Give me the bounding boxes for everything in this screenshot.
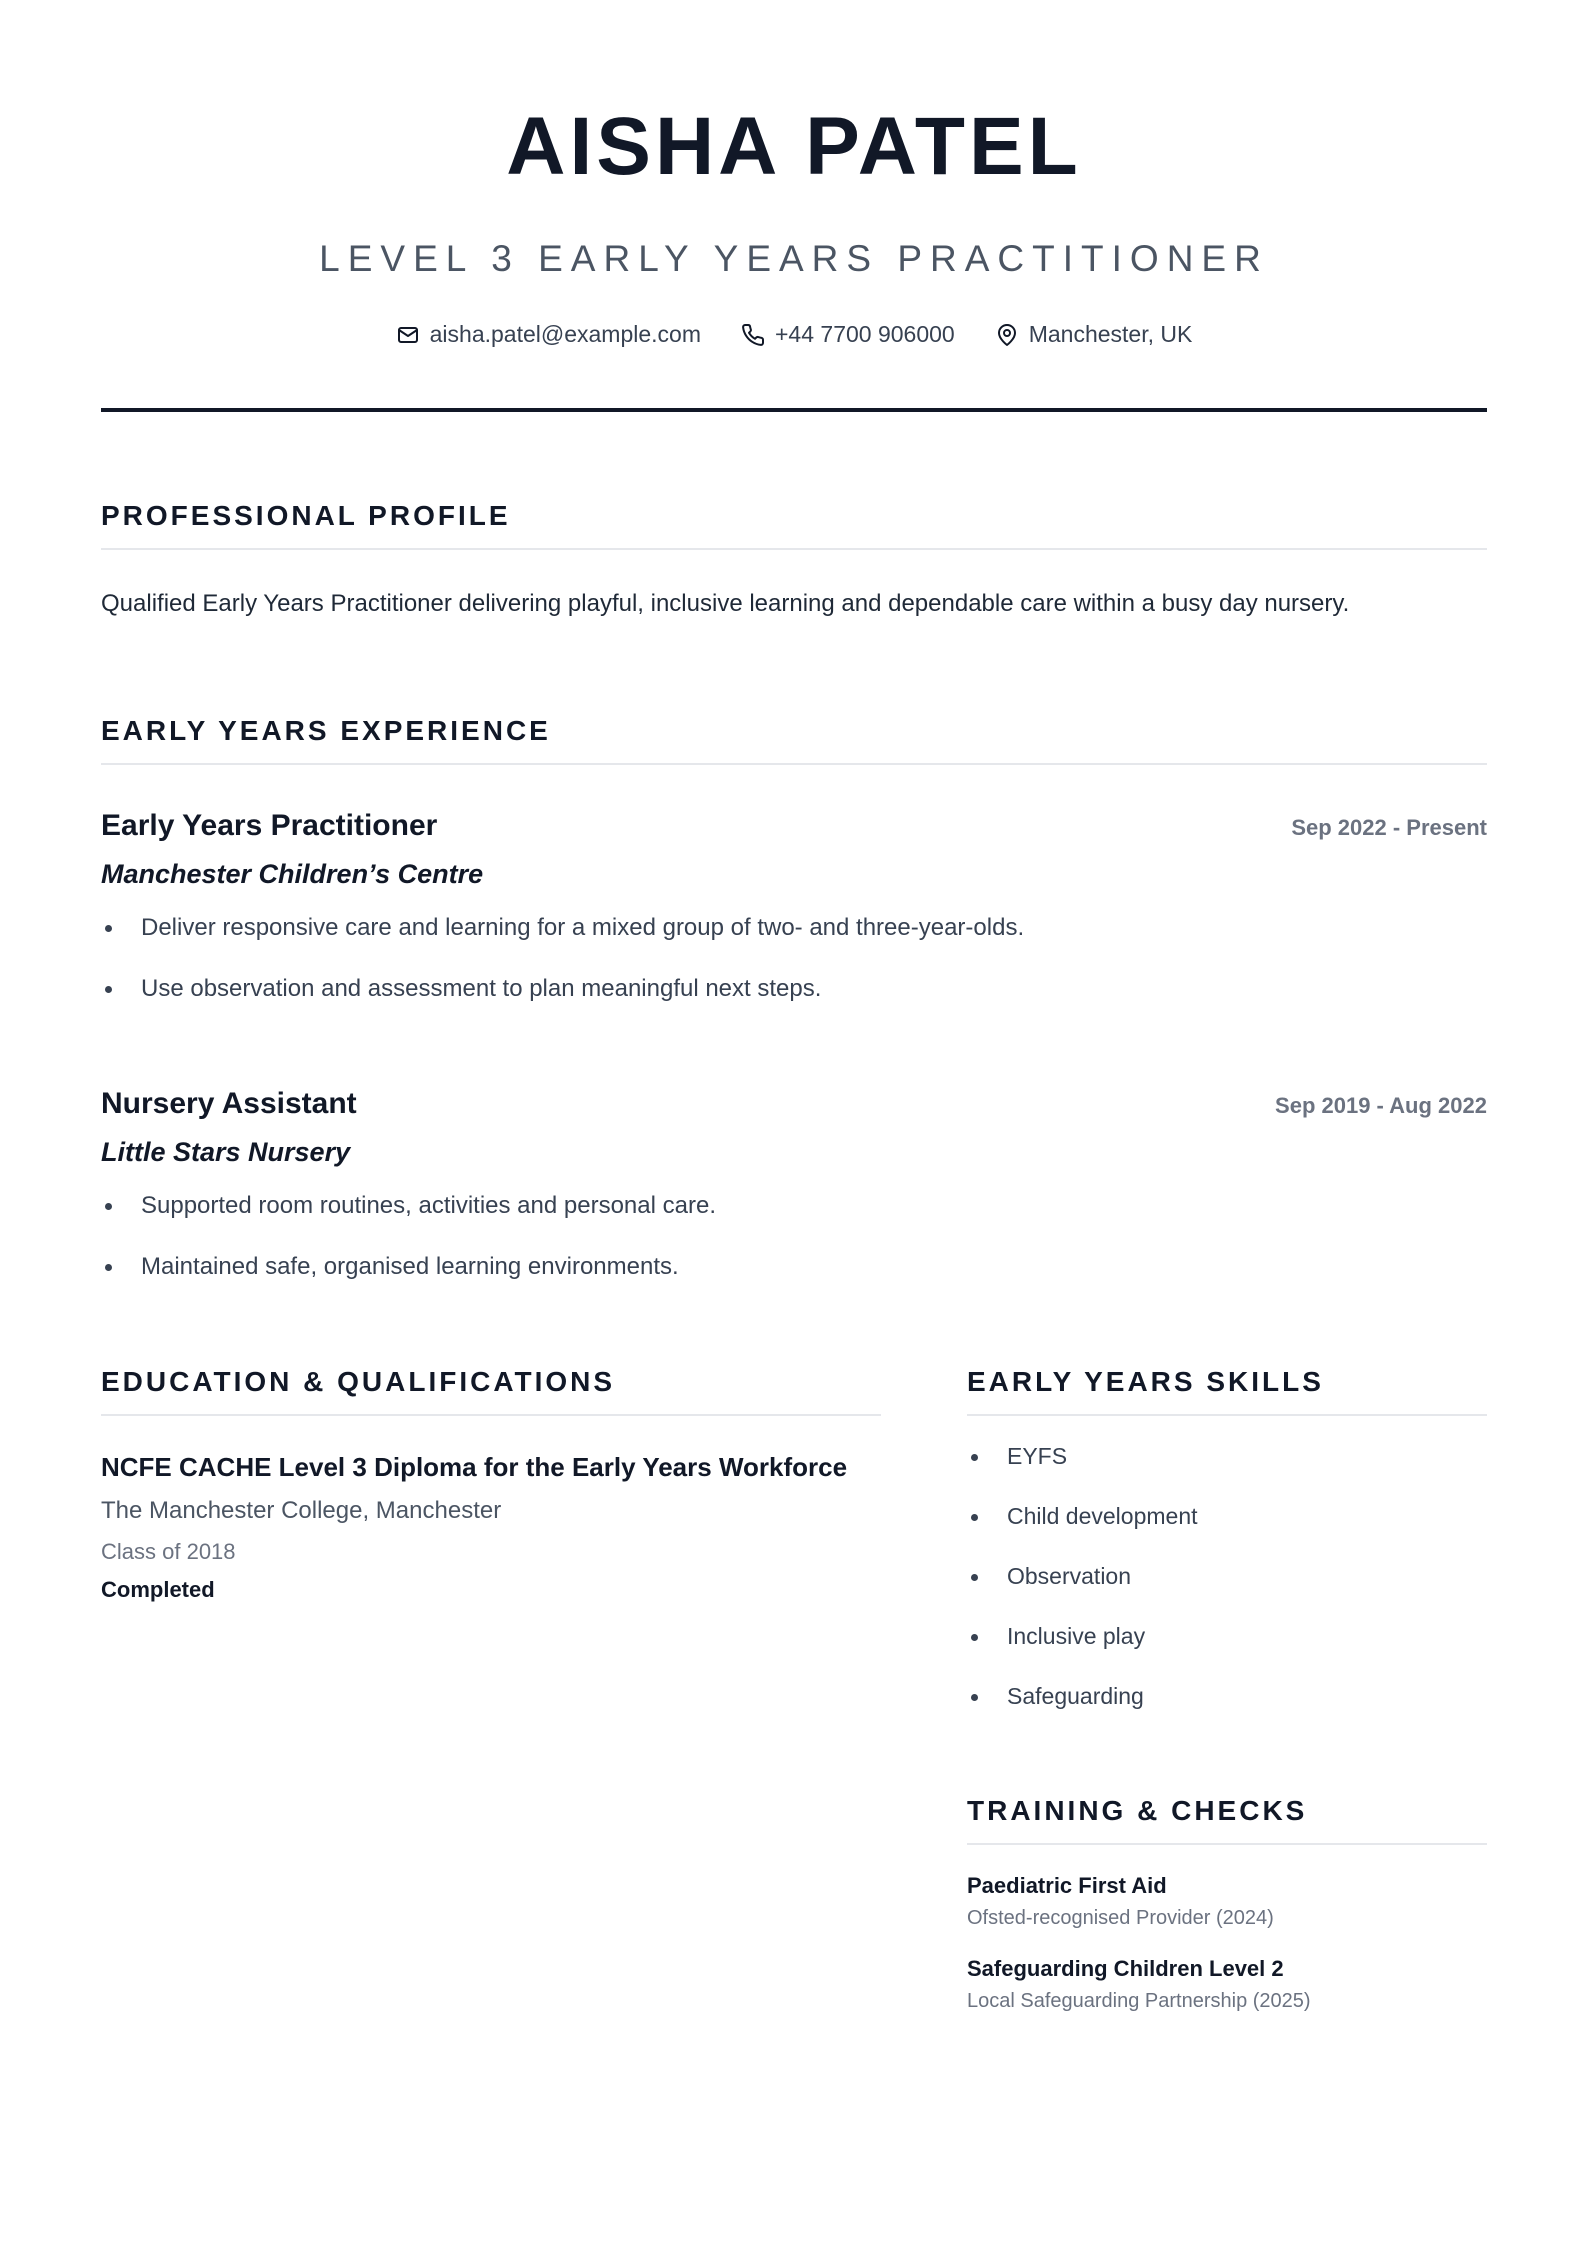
profile-section xyxy=(101,502,1487,619)
training-section xyxy=(967,1797,1487,2013)
candidate-title: LEVEL 3 EARLY YEARS PRACTITIONER xyxy=(319,238,1269,279)
experience-section xyxy=(101,717,1487,1282)
qualification-status: Completed xyxy=(101,1576,215,1602)
job-title: Early Years Practitioner xyxy=(101,809,438,843)
list-item: Supported room routines, activities and personal care. xyxy=(101,1190,1487,1221)
phone-text: +44 7700 906000 xyxy=(775,321,955,347)
training-provider: Local Safeguarding Partnership (2025) xyxy=(967,1990,1311,2013)
qualification-school: The Manchester College, Manchester xyxy=(101,1496,502,1524)
candidate-name: AISHA PATEL xyxy=(506,101,1082,192)
section-heading-education: EDUCATION & QUALIFICATIONS xyxy=(101,1368,881,1416)
section-heading-skills: EARLY YEARS SKILLS xyxy=(967,1368,1487,1416)
contact-location xyxy=(995,321,1193,348)
section-heading-profile: PROFESSIONAL PROFILE xyxy=(101,502,1487,550)
skills-section xyxy=(967,1365,1487,1711)
section-heading-training: TRAINING & CHECKS xyxy=(967,1797,1487,1845)
profile-summary: Qualified Early Years Practitioner delivering playful, inclusive learning and dependable care within a busy day nursery. xyxy=(101,590,1350,617)
resume-header xyxy=(101,0,1487,412)
list-item: Maintained safe, organised learning environments. xyxy=(101,1251,1487,1282)
skill-item: Child development xyxy=(967,1502,1487,1532)
skill-item: Safeguarding xyxy=(967,1682,1487,1712)
skill-item: Inclusive play xyxy=(967,1622,1487,1652)
training-name: Safeguarding Children Level 2 xyxy=(967,1956,1284,1982)
skill-item: Observation xyxy=(967,1562,1487,1592)
location-text: Manchester, UK xyxy=(1028,321,1193,347)
training-entry xyxy=(967,1956,1487,2013)
training-name: Paediatric First Aid xyxy=(967,1873,1167,1899)
job-dates: Sep 2019 - Aug 2022 xyxy=(1275,1092,1487,1118)
qualification-title: NCFE CACHE Level 3 Diploma for the Early Years Workforce xyxy=(101,1451,848,1482)
right-column xyxy=(967,1365,1487,2013)
two-column-area xyxy=(101,1365,1487,2013)
map-pin-icon xyxy=(995,323,1019,347)
qualification-year: Class of 2018 xyxy=(101,1538,236,1564)
education-section xyxy=(101,1365,881,2013)
education-entry xyxy=(101,1452,881,1603)
skills-list xyxy=(967,1442,1487,1711)
contact-phone[interactable] xyxy=(741,321,955,348)
phone-icon xyxy=(741,323,765,347)
envelope-icon xyxy=(396,323,420,347)
job-bullets xyxy=(101,912,1487,1004)
job-header xyxy=(101,809,1487,843)
job-dates: Sep 2022 - Present xyxy=(1291,815,1487,841)
header-divider xyxy=(101,408,1487,412)
contact-email[interactable] xyxy=(396,321,701,348)
training-provider: Ofsted-recognised Provider (2024) xyxy=(967,1907,1274,1930)
job-employer: Manchester Children’s Centre xyxy=(101,859,484,890)
skill-item: EYFS xyxy=(967,1442,1487,1472)
email-text: aisha.patel@example.com xyxy=(429,321,701,347)
job-employer: Little Stars Nursery xyxy=(101,1136,351,1167)
job-header xyxy=(101,1087,1487,1121)
job-entry xyxy=(101,809,1487,1004)
job-bullets xyxy=(101,1190,1487,1282)
contact-bar xyxy=(101,321,1487,348)
job-title: Nursery Assistant xyxy=(101,1086,357,1120)
section-heading-experience: EARLY YEARS EXPERIENCE xyxy=(101,717,1487,765)
list-item: Use observation and assessment to plan meaningful next steps. xyxy=(101,973,1487,1004)
training-entry xyxy=(967,1873,1487,1930)
job-entry xyxy=(101,1087,1487,1282)
list-item: Deliver responsive care and learning for a mixed group of two- and three-year-olds. xyxy=(101,912,1487,943)
